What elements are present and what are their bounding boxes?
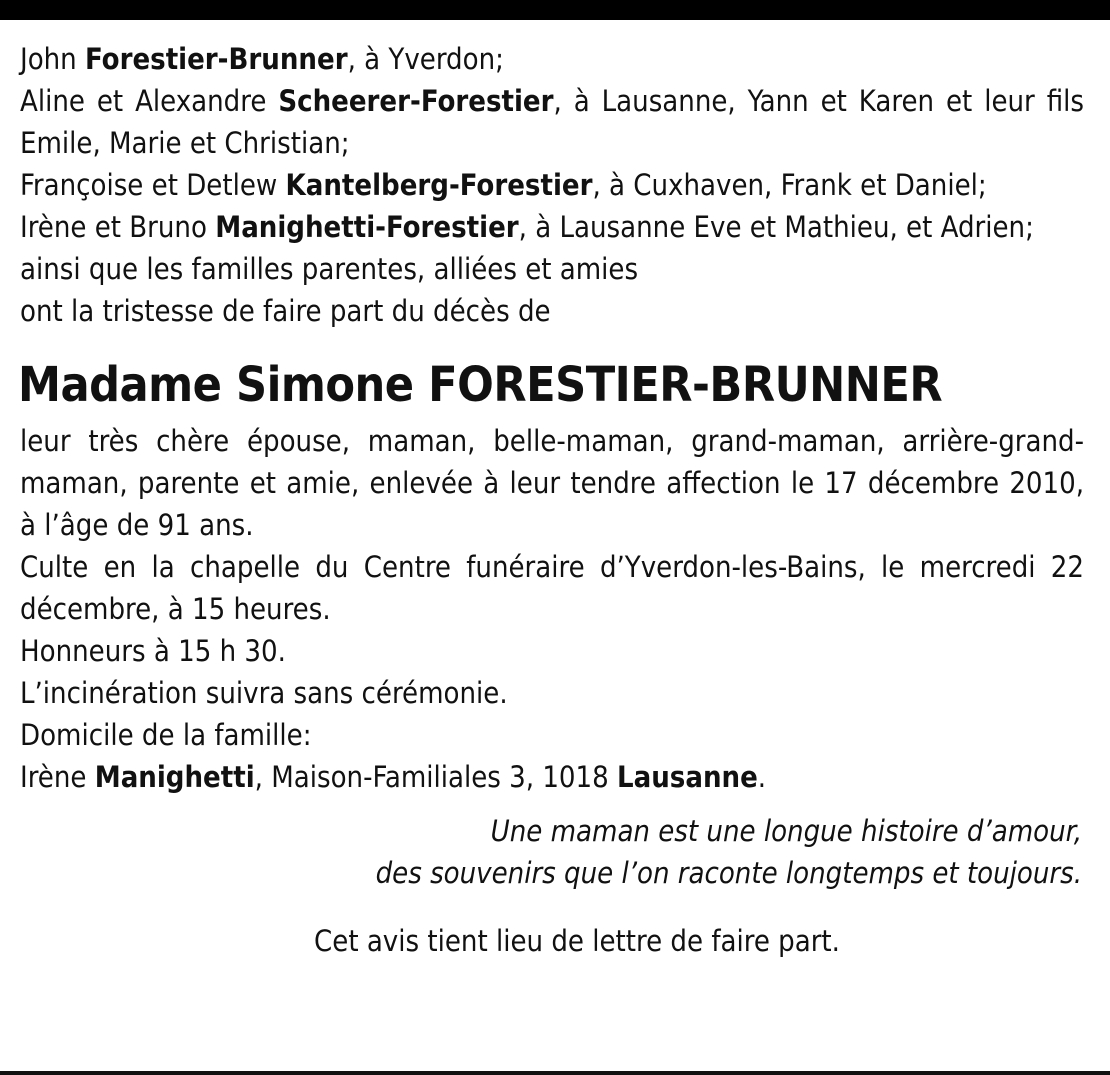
family-line-1-name: Forestier-Brunner [85,42,348,76]
quote-line-1: Une maman est une longue histoire d’amour, [490,814,1082,848]
cremation-info: L’incinération suivra sans cérémonie. [20,676,508,710]
domicile-first-name: Irène [20,760,95,794]
family-line-3-place: , à Cuxhaven, Frank et Daniel; [592,168,987,202]
family-line-2-text: Aline et Alexandre [20,84,279,118]
family-line-3 [20,164,1084,206]
domicile-label: Domicile de la famille: [20,718,312,752]
bottom-border [0,1071,1110,1075]
intro-line-1: ainsi que les familles parentes, alliées et amies [20,252,639,286]
description: leur très chère épouse, maman, belle-maman, grand-maman, arrière-grand-maman, parente et amie, enlevée à leur tendre affection le 17 décembre 2010, à l’âge de 91 ans. [20,424,1084,542]
top-border [0,0,1110,20]
family-line-4-place: , à Lausanne Eve et Mathieu, et Adrien; [518,210,1034,244]
family-line-1-place: , à Yverdon; [347,42,504,76]
family-line-1 [20,38,1084,80]
family-line-3-text: Françoise et Detlew [20,168,286,202]
family-line-4 [20,206,1084,248]
closing-note: Cet avis tient lieu de lettre de faire part. [314,924,840,958]
family-line-2 [20,80,1084,164]
family-line-4-text: Irène et Bruno [20,210,216,244]
family-line-2-place: , à Lausanne, Yann et Karen et leur fils Emile, Marie et Christian; [20,84,1084,160]
quote [20,810,1084,894]
family-line-4-name: Manighetti-Forestier [215,210,519,244]
domicile-surname: Manighetti [94,760,255,794]
domicile-city: Lausanne [617,760,758,794]
ceremony-info: Culte en la chapelle du Centre funéraire d’Yverdon-les-Bains, le mercredi 22 décembre, à 15 heures. [20,550,1084,626]
family-line-1-text: John [20,42,86,76]
honours-info: Honneurs à 15 h 30. [20,634,286,668]
domicile-period: . [757,760,767,794]
family-line-2-name: Scheerer-Forestier [278,84,554,118]
deceased-name: Madame Simone FORESTIER-BRUNNER [18,357,943,413]
intro-line-2: ont la tristesse de faire part du décès de [20,294,551,328]
quote-line-2: des souvenirs que l’on raconte longtemps et toujours. [375,856,1082,890]
domicile-address [20,756,1084,798]
family-line-3-name: Kantelberg-Forestier [285,168,593,202]
domicile-street: , Maison-Familiales 3, 1018 [254,760,617,794]
notice-body [20,38,1084,962]
